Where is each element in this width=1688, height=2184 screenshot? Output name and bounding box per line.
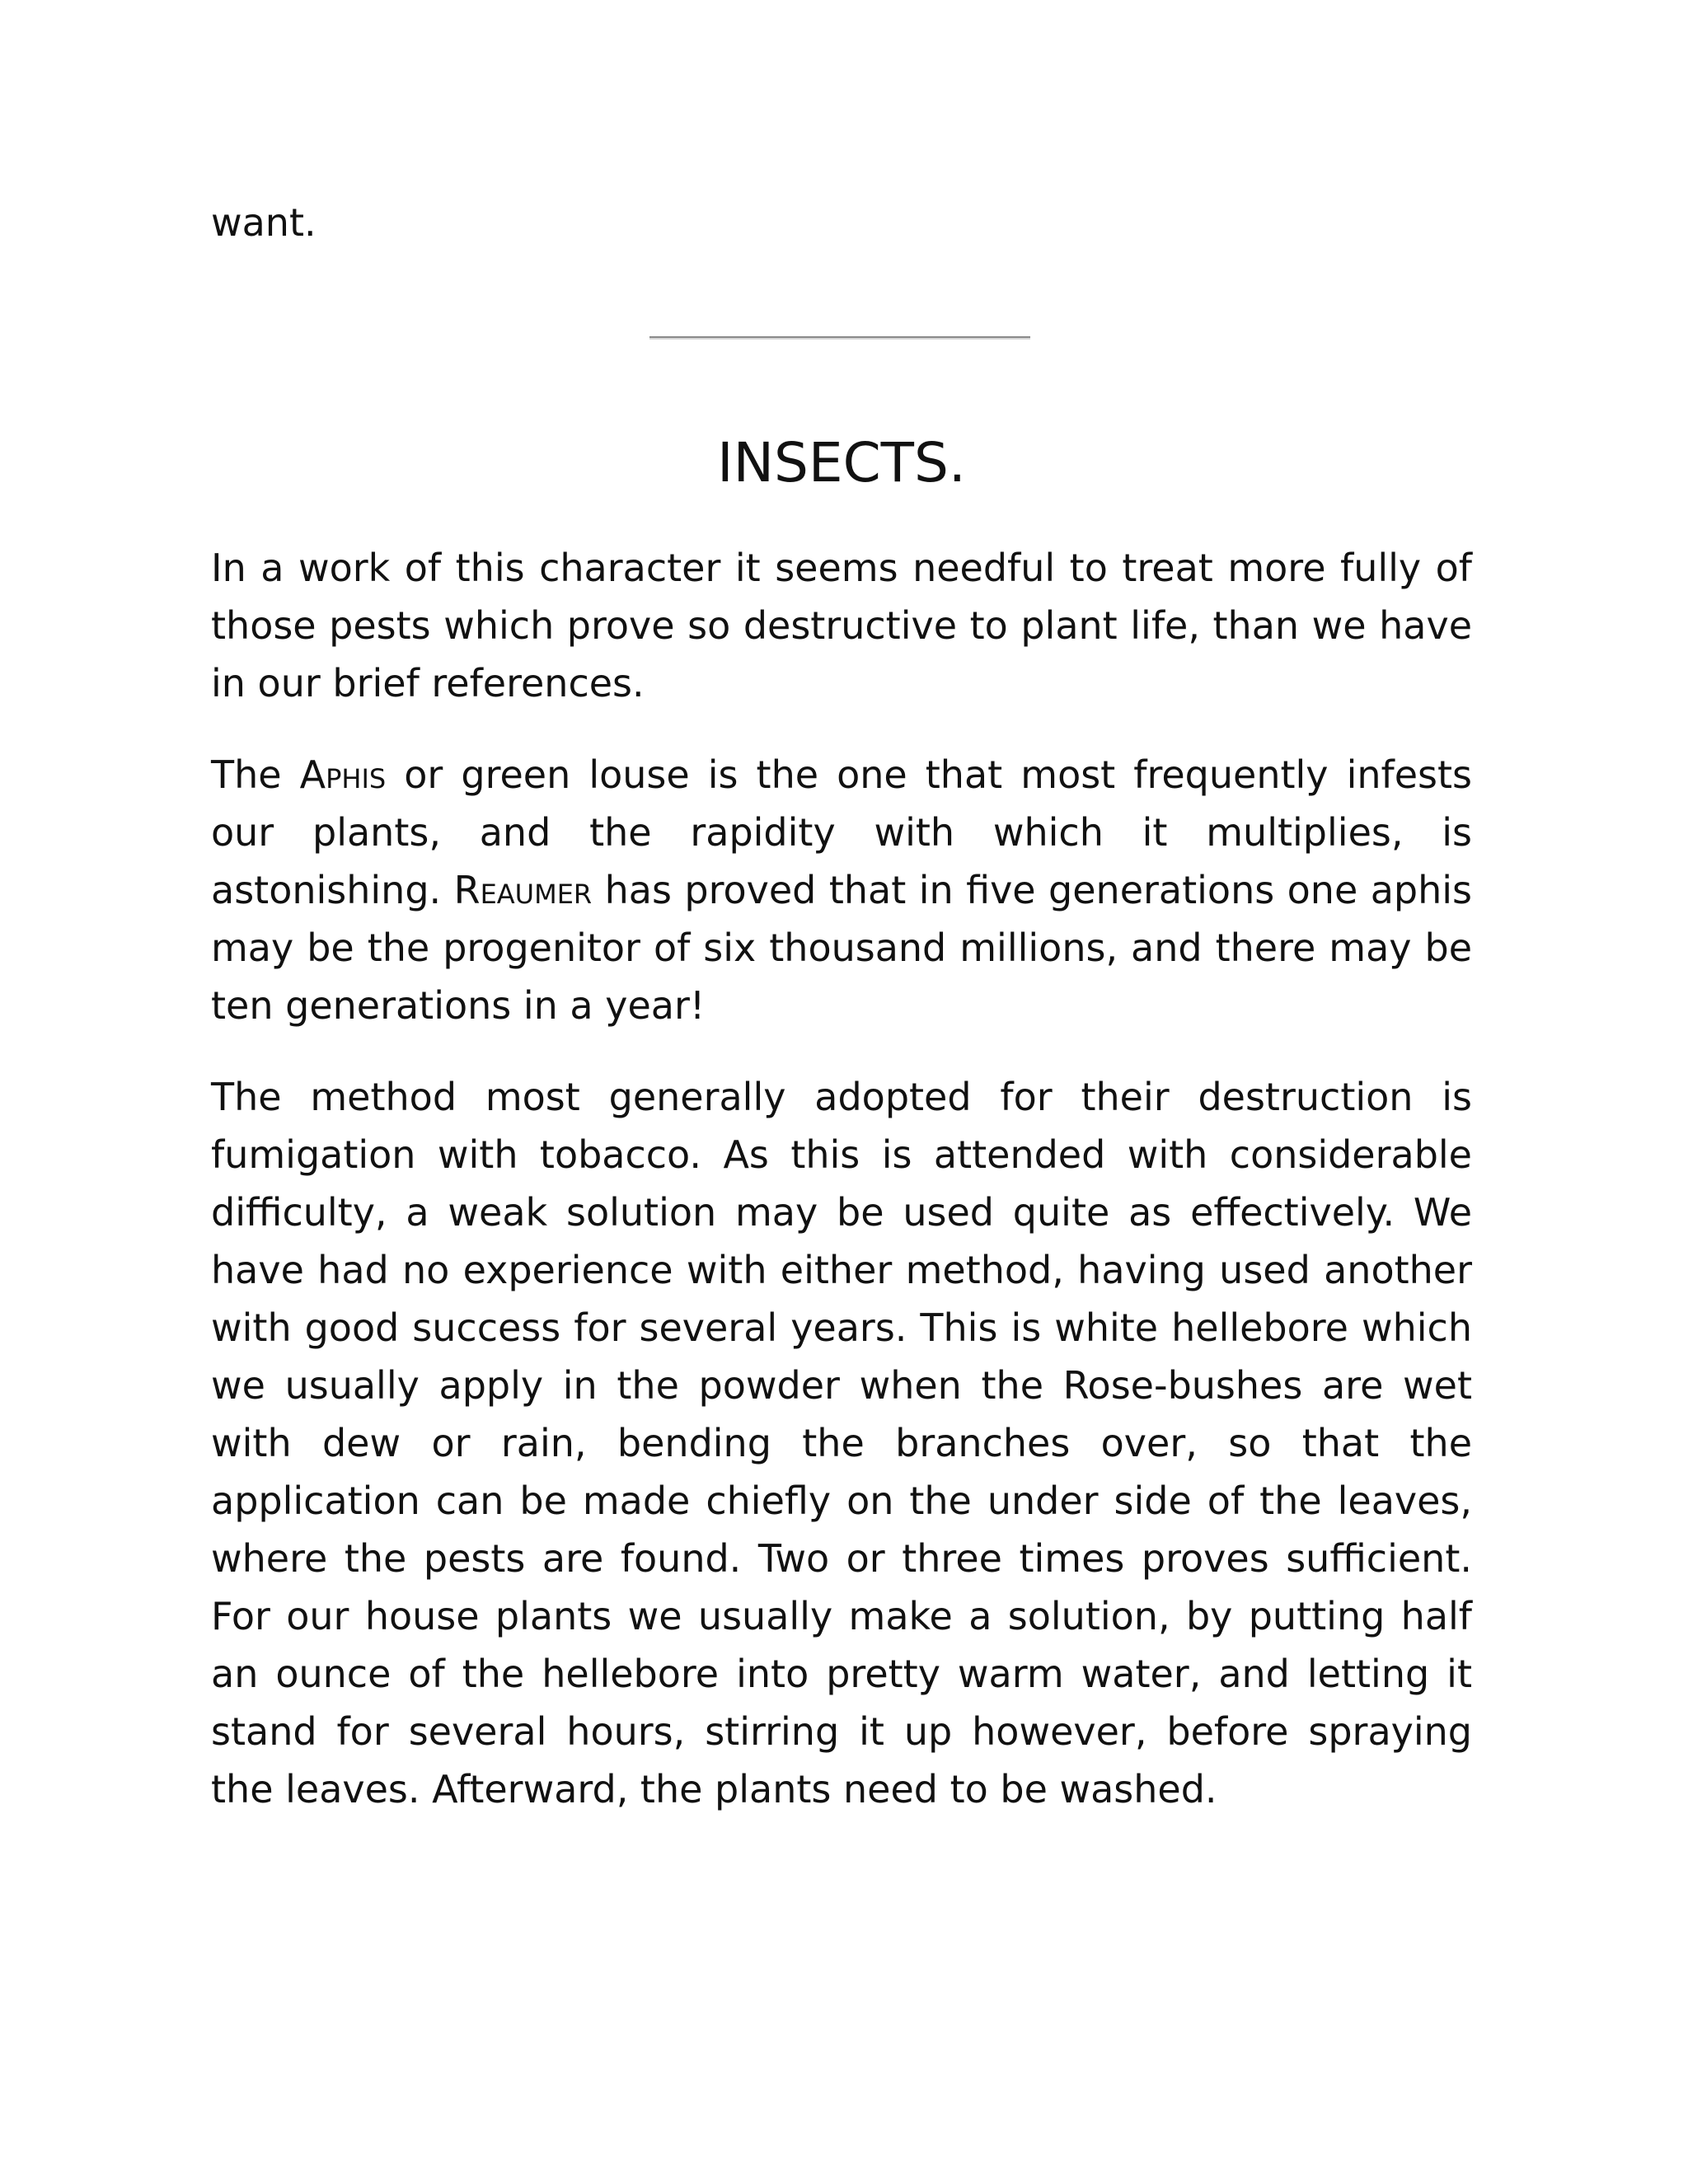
section-divider [649, 336, 1030, 340]
paragraph-method: The method most generally adopted for their destruction is fumigation with tobacco. As this is attended with considerable difficulty, a weak solution may be used quite as effectively. We have had no experience with either method, having used another with good success for several years. This is white hellebore which we usually apply in the powder when the Rose-bushes are wet with dew or rain, bending the branches over, so that the application can be made chiefly on the under side of the leaves, where the pests are found. Two or three times proves sufficient. For our house plants we usually make a solution, by putting half an ounce of the hellebore into pretty warm water, and letting it stand for several hours, stirring it up however, before spraying the leaves. Afterward, the plants need to be washed. [211, 1075, 1472, 1811]
paragraph-aphis [211, 746, 1472, 1034]
paragraph-aphis-text-end: has proved that in five generations one aphis may be the progenitor of six thousand millions, and there may be ten generations in a year! [211, 868, 1472, 1028]
reaumer-name: Reaumer [453, 868, 593, 912]
paragraph-aphis-text-middle: or green louse is the one that most frequently infests our plants, and the rapidity with which it multiplies, is astonishing. [211, 752, 1472, 912]
aphis-term: Aphis [299, 752, 387, 797]
section-heading: INSECTS. [717, 431, 966, 494]
paragraph-aphis-text-start: The [211, 752, 300, 797]
paragraph-intro: In a work of this character it seems needful to treat more fully of those pests which prove so destructive to plant life, than we have in our brief references. [211, 546, 1472, 705]
continuation-text: want. [211, 200, 316, 245]
